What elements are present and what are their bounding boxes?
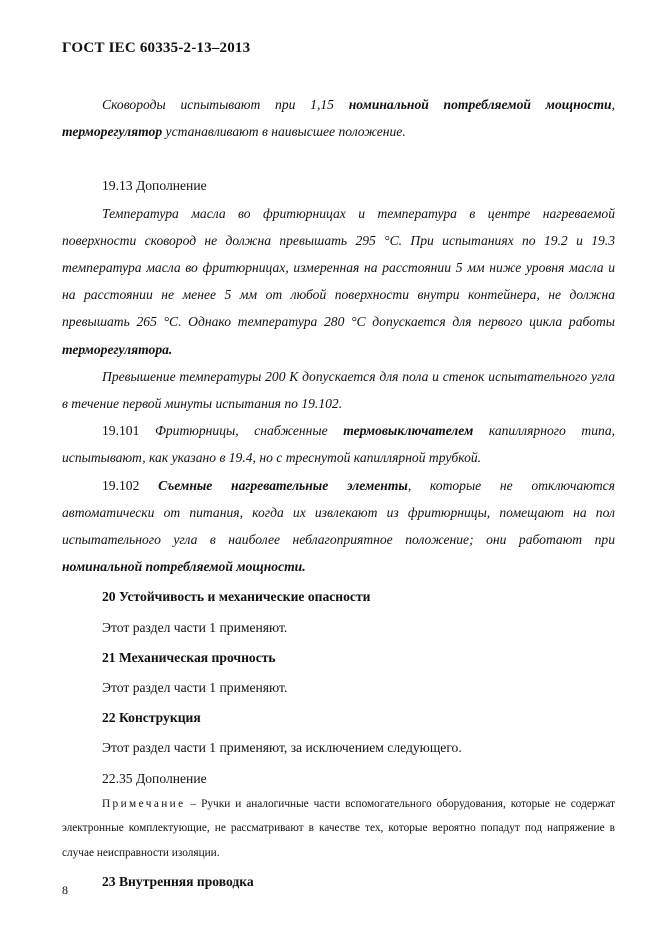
document-header: ГОСТ IEC 60335-2-13–2013 [62, 40, 251, 56]
paragraph-pans-test: Сковороды испытывают при 1,15 номинальной потребляемой мощности, терморегулятор устанавливают в наивысшее положение. [62, 97, 616, 140]
section-20-text: Этот раздел части 1 применяют. [102, 619, 288, 635]
document-body [62, 91, 615, 895]
term-thermostat: терморегулятора. [62, 341, 173, 357]
page-number: 8 [62, 883, 68, 897]
section-21-title: 21 Механическая прочность [102, 649, 276, 665]
section-19-102: 19.102 Съемные нагревательные элементы, которые не отключаются автоматически от питания, когда их извлекают из фритюрницы, помещают на пол испытательного угла в наиболее неблагоприятное положение; они работают при номинальной потребляемой мощности. [62, 477, 615, 575]
term-thermostat: терморегулятор [62, 124, 163, 140]
section-number: 19.101 [102, 423, 155, 439]
section-19-13-title: 19.13 Дополнение [102, 178, 207, 194]
paragraph-19-13-excess: Превышение температуры 200 K допускается для пола и стенок испытательного угла в течение первой минуты испытания по 19.102. [62, 368, 615, 412]
term-rated-power: номинальной потребляемой мощности. [62, 559, 306, 575]
section-21-text: Этот раздел части 1 применяют. [102, 680, 288, 696]
section-23-title: 23 Внутренняя проводка [102, 874, 254, 890]
note-22-35: Примечание – Ручки и аналогичные части вспомогательного оборудования, которые не содержат электронные комплектующие, не рассматривают в качестве тех, которые вероятно попадут под напряжение в случае неисправности изоляции. [62, 797, 615, 859]
section-22-35-title: 22.35 Дополнение [102, 770, 207, 786]
section-22-title: 22 Конструкция [102, 710, 201, 726]
section-number: 19.102 [102, 477, 159, 493]
term-rated-power: номинальной потребляемой мощности [348, 97, 612, 112]
section-19-101: 19.101 Фритюрницы, снабженные термовыключателем капиллярного типа, испытывают, как указано в 19.4, но с треснутой капиллярной трубкой. [62, 423, 616, 466]
section-22-text: Этот раздел части 1 применяют, за исключением следующего. [102, 740, 462, 756]
term-thermal-cutout: термовыключателем [343, 423, 474, 439]
term-detachable-heating-elements: Съемные нагревательные элементы [158, 477, 408, 493]
note-label: Примечание [102, 797, 186, 810]
section-20-title: 20 Устойчивость и механические опасности [102, 589, 371, 605]
paragraph-19-13-temperature: Температура масла во фритюрницах и температура в центре нагреваемой поверхности сковород не должна превышать 295 °C. При испытаниях по 19.2 и 19.3 температура масла во фритюрницах, измеренная на расстоянии 5 мм ниже уровня масла и на расстоянии не менее 5 мм от любой поверхности внутри контейнера, не должна превышать 265 °C. Однако температура 280 °C допускается для первого цикла работы терморегулятора. [62, 205, 615, 357]
